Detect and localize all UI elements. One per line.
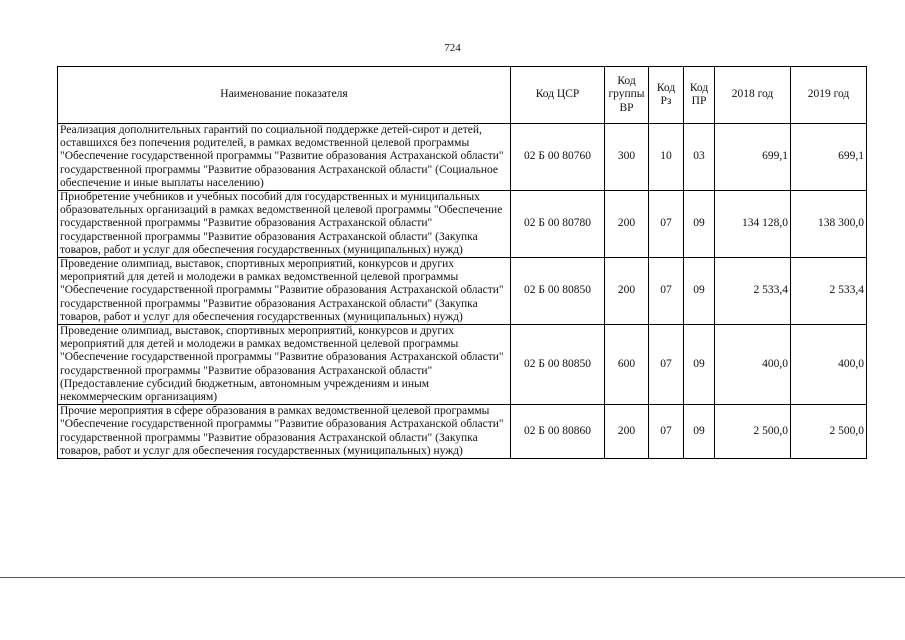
table-row — [58, 405, 867, 459]
header-name: Наименование показателя — [58, 67, 511, 124]
page-number: 724 — [444, 42, 461, 54]
row-2019: 400,0 — [791, 325, 867, 405]
row-name: Реализация дополнительных гарантий по социальной поддержке детей-сирот и детей, оставшихся без попечения родителей, в рамках ведомственной целевой программы "Обеспечение государственной программы "Развитие образования Астраханской области" государственной программы "Развитие образования Астраханской области" (Социальное обеспечение и иные выплаты населению) — [58, 124, 511, 191]
page-bottom-rule — [0, 577, 905, 578]
row-2019: 138 300,0 — [791, 191, 867, 258]
header-vr: Код группы ВР — [605, 67, 649, 124]
row-csr: 02 Б 00 80760 — [511, 124, 605, 191]
row-vr: 300 — [605, 124, 649, 191]
row-rz: 07 — [649, 325, 684, 405]
row-2018: 699,1 — [715, 124, 791, 191]
table-row — [58, 258, 867, 325]
row-csr: 02 Б 00 80860 — [511, 405, 605, 459]
row-2018: 2 500,0 — [715, 405, 791, 459]
row-2019: 2 500,0 — [791, 405, 867, 459]
row-pr: 09 — [684, 325, 715, 405]
table-row — [58, 191, 867, 258]
row-rz: 10 — [649, 124, 684, 191]
row-pr: 03 — [684, 124, 715, 191]
row-vr: 200 — [605, 258, 649, 325]
row-pr: 09 — [684, 191, 715, 258]
row-vr: 200 — [605, 191, 649, 258]
row-2018: 2 533,4 — [715, 258, 791, 325]
row-rz: 07 — [649, 405, 684, 459]
table-row — [58, 124, 867, 191]
row-vr: 200 — [605, 405, 649, 459]
header-rz: Код Рз — [649, 67, 684, 124]
row-name: Приобретение учебников и учебных пособий для государственных и муниципальных образовательных организаций в рамках ведомственной целевой программы "Обеспечение государственной программы "Развитие образования Астраханской области" государственной программы "Развитие образования Астраханской области" (Закупка товаров, работ и услуг для обеспечения государственных (муниципальных) нужд) — [58, 191, 511, 258]
budget-table — [57, 66, 867, 459]
row-name: Проведение олимпиад, выставок, спортивных мероприятий, конкурсов и других мероприятий для детей и молодежи в рамках ведомственной целевой программы "Обеспечение государственной программы "Развитие образования Астраханской области" государственной программы "Развитие образования Астраханской области" (Предоставление субсидий бюджетным, автономным учреждениям и иным некоммерческим организациям) — [58, 325, 511, 405]
row-pr: 09 — [684, 258, 715, 325]
row-rz: 07 — [649, 258, 684, 325]
header-row — [58, 67, 867, 124]
row-name: Проведение олимпиад, выставок, спортивных мероприятий, конкурсов и других мероприятий для детей и молодежи в рамках ведомственной целевой программы "Обеспечение государственной программы "Развитие образования Астраханской области" государственной программы "Развитие образования Астраханской области" (Закупка товаров, работ и услуг для обеспечения государственных (муниципальных) нужд) — [58, 258, 511, 325]
table-row — [58, 325, 867, 405]
header-2019: 2019 год — [791, 67, 867, 124]
row-csr: 02 Б 00 80850 — [511, 258, 605, 325]
header-pr: Код ПР — [684, 67, 715, 124]
row-2019: 699,1 — [791, 124, 867, 191]
row-2018: 400,0 — [715, 325, 791, 405]
row-csr: 02 Б 00 80850 — [511, 325, 605, 405]
row-pr: 09 — [684, 405, 715, 459]
row-rz: 07 — [649, 191, 684, 258]
row-vr: 600 — [605, 325, 649, 405]
table-body — [58, 124, 867, 459]
row-name: Прочие мероприятия в сфере образования в рамках ведомственной целевой программы "Обеспечение государственной программы "Развитие образования Астраханской области" государственной программы "Развитие образования Астраханской области" (Закупка товаров, работ и услуг для обеспечения государственных (муниципальных) нужд) — [58, 405, 511, 459]
header-2018: 2018 год — [715, 67, 791, 124]
header-csr: Код ЦСР — [511, 67, 605, 124]
table-header — [58, 67, 867, 124]
row-2018: 134 128,0 — [715, 191, 791, 258]
row-2019: 2 533,4 — [791, 258, 867, 325]
row-csr: 02 Б 00 80780 — [511, 191, 605, 258]
